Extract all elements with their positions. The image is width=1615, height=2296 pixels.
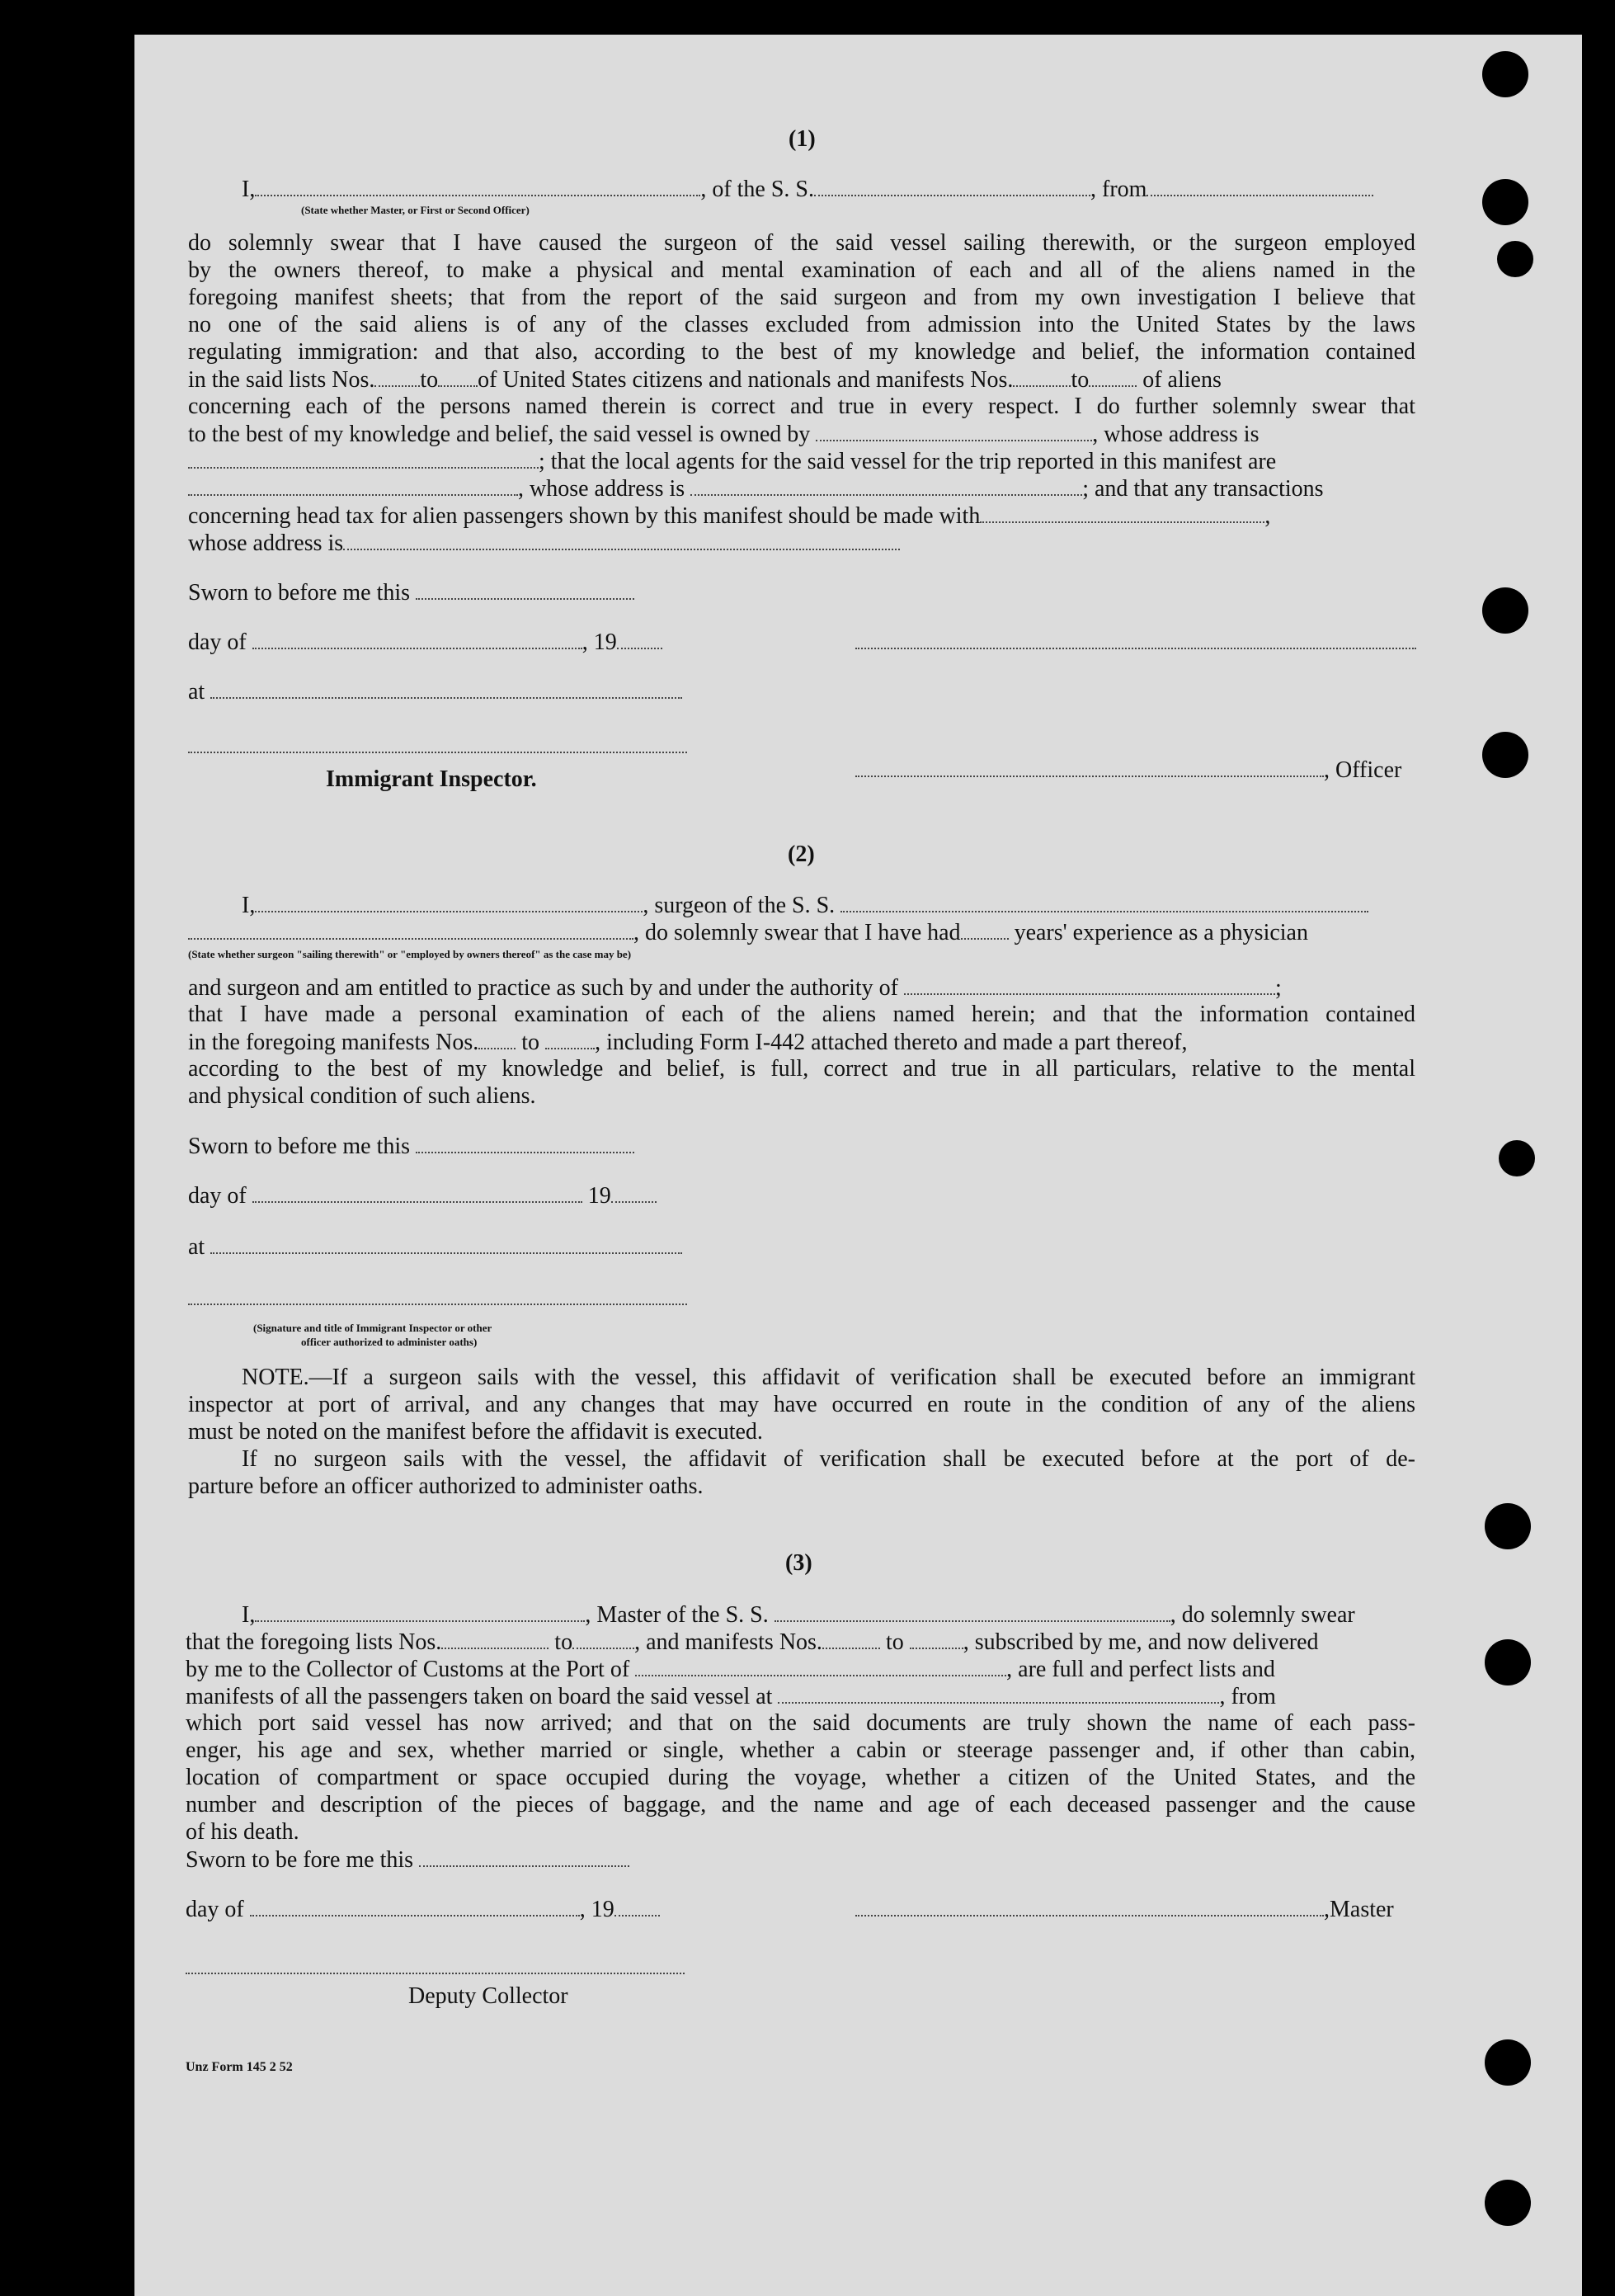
s2-line-5: in the foregoing manifests Nos. to , including Form I-442 attached thereto and made a part thereof,: [188, 1030, 1188, 1055]
s3-paragraph-line: which port said vessel has now arrived; and that on the said documents are truly shown the name of each pass-: [186, 1710, 1415, 1736]
s1-paragraph-line: do solemnly swear that I have caused the surgeon of the said vessel sailing therewith, or the surgeon employed: [188, 230, 1415, 256]
s2-sworn: Sworn to before me this: [188, 1132, 634, 1160]
s1-paragraph-line: regulating immigration: and that also, according to the best of my knowledge and belief, the information contained: [188, 339, 1415, 365]
s1-line-9: ; that the local agents for the said vessel for the trip reported in this manifest are: [188, 447, 1276, 475]
s2-surgeon-note: (State whether surgeon "sailing therewith" or "employed by owners thereof" as the case may be): [188, 948, 632, 960]
s3-sworn: Sworn to be fore me this: [186, 1846, 629, 1874]
s2-day-of: day of 19: [188, 1181, 657, 1209]
s1-line-11: concerning head tax for alien passengers shown by this manifest should be made with ,: [188, 503, 1271, 529]
section-1-heading: (1): [789, 126, 816, 152]
s2-line-2: , do solemnly swear that I have had years' experience as a physician: [188, 918, 1308, 946]
s3-line-3: by me to the Collector of Customs at the Port of , are full and perfect lists and: [186, 1657, 1275, 1682]
note-line: parture before an officer authorized to administer oaths.: [188, 1473, 704, 1499]
punch-hole: [1485, 1639, 1531, 1685]
punch-hole: [1497, 241, 1533, 277]
note-line: If no surgeon sails with the vessel, the affidavit of verification shall be executed before at the port of de-: [242, 1446, 1415, 1472]
s1-line-8: to the best of my knowledge and belief, the said vessel is owned by , whose address is: [188, 422, 1260, 447]
s3-line-4: manifests of all the passengers taken on board the said vessel at , from: [186, 1684, 1276, 1709]
s1-line-7: concerning each of the persons named therein is correct and true in every respect. I do further solemnly swear that: [188, 394, 1415, 419]
s1-officer: , Officer: [855, 756, 1401, 784]
punch-hole: [1485, 1503, 1531, 1549]
s2-line-4: that I have made a personal examination of each of the aliens named herein; and that the information contained: [188, 1002, 1415, 1027]
punch-hole: [1482, 732, 1528, 778]
s3-paragraph-line: enger, his age and sex, whether married or single, whether a cabin or steerage passenger and, if other than cabin,: [186, 1737, 1415, 1763]
s1-line-10: , whose address is ; and that any transactions: [188, 474, 1324, 502]
s2-line-6: according to the best of my knowledge and belief, is full, correct and true in all particulars, relative to the mental: [188, 1056, 1415, 1082]
s2-signature-caption-1: (Signature and title of Immigrant Inspector or other: [253, 1322, 492, 1334]
s2-signature-caption-2: officer authorized to administer oaths): [301, 1336, 478, 1348]
s2-line-1: I, , surgeon of the S. S.: [242, 891, 1368, 919]
s1-inspector-label: Immigrant Inspector.: [326, 766, 537, 792]
s3-paragraph-line: number and description of the pieces of baggage, and the name and age of each deceased passenger and the cause: [186, 1792, 1415, 1817]
punch-hole: [1482, 179, 1528, 225]
s1-day-of: day of , 19: [188, 628, 662, 656]
punch-hole: [1482, 587, 1528, 634]
s1-at: at: [188, 677, 682, 705]
s1-paragraph-line: by the owners thereof, to make a physical and mental examination of each and all of the aliens named in the: [188, 257, 1415, 283]
s2-line-3: and surgeon and am entitled to practice as such by and under the authority of ;: [188, 975, 1282, 1001]
section-2-heading: (2): [788, 842, 815, 867]
punch-hole: [1482, 51, 1528, 97]
s3-day-of: day of , 19: [186, 1895, 660, 1923]
s1-inspector-line: [188, 732, 687, 760]
form-number: Unz Form 145 2 52: [186, 2060, 293, 2074]
punch-hole: [1485, 2039, 1531, 2086]
s1-paragraph-line: no one of the said aliens is of any of the classes excluded from admission into the United States by the laws: [188, 312, 1415, 337]
s1-line-12: whose address is: [188, 529, 900, 557]
s1-rank-note: (State whether Master, or First or Second Officer): [301, 204, 530, 216]
note-line: must be noted on the manifest before the affidavit is executed.: [188, 1419, 763, 1445]
s3-collector-line: [186, 1953, 685, 1981]
note-line: inspector at port of arrival, and any changes that may have occurred en route in the condition of any of the aliens: [188, 1392, 1415, 1417]
s3-line-2: that the foregoing lists Nos. to , and manifests Nos. to , subscribed by me, and now delivered: [186, 1629, 1319, 1655]
section-3-heading: (3): [785, 1550, 812, 1576]
punch-hole: [1499, 1140, 1535, 1176]
s1-sworn: Sworn to before me this: [188, 578, 634, 606]
note-line: NOTE.—If a surgeon sails with the vessel, this affidavit of verification shall be executed before an immigrant: [242, 1365, 1415, 1390]
s1-signature-line: [855, 628, 1416, 656]
s3-deputy-label: Deputy Collector: [408, 1983, 568, 2009]
s1-paragraph-line: foregoing manifest sheets; that from the report of the said surgeon and from my own investigation I believe that: [188, 285, 1415, 310]
s3-master: ,Master: [855, 1895, 1394, 1923]
s2-at: at: [188, 1233, 682, 1261]
s1-line-0: I, , of the S. S. , from: [242, 175, 1373, 203]
s2-line-7: and physical condition of such aliens.: [188, 1083, 536, 1109]
s1-line-6: in the said lists Nos. to of United States citizens and nationals and manifests Nos. to of aliens: [188, 367, 1222, 393]
s3-paragraph-line: location of compartment or space occupied during the voyage, whether a citizen of the United States, and the: [186, 1765, 1415, 1790]
punch-hole: [1485, 2180, 1531, 2226]
s3-line-1: I, , Master of the S. S. , do solemnly swear: [242, 1602, 1355, 1628]
s3-line-9: of his death.: [186, 1819, 299, 1845]
s2-signature-line: [188, 1284, 687, 1312]
